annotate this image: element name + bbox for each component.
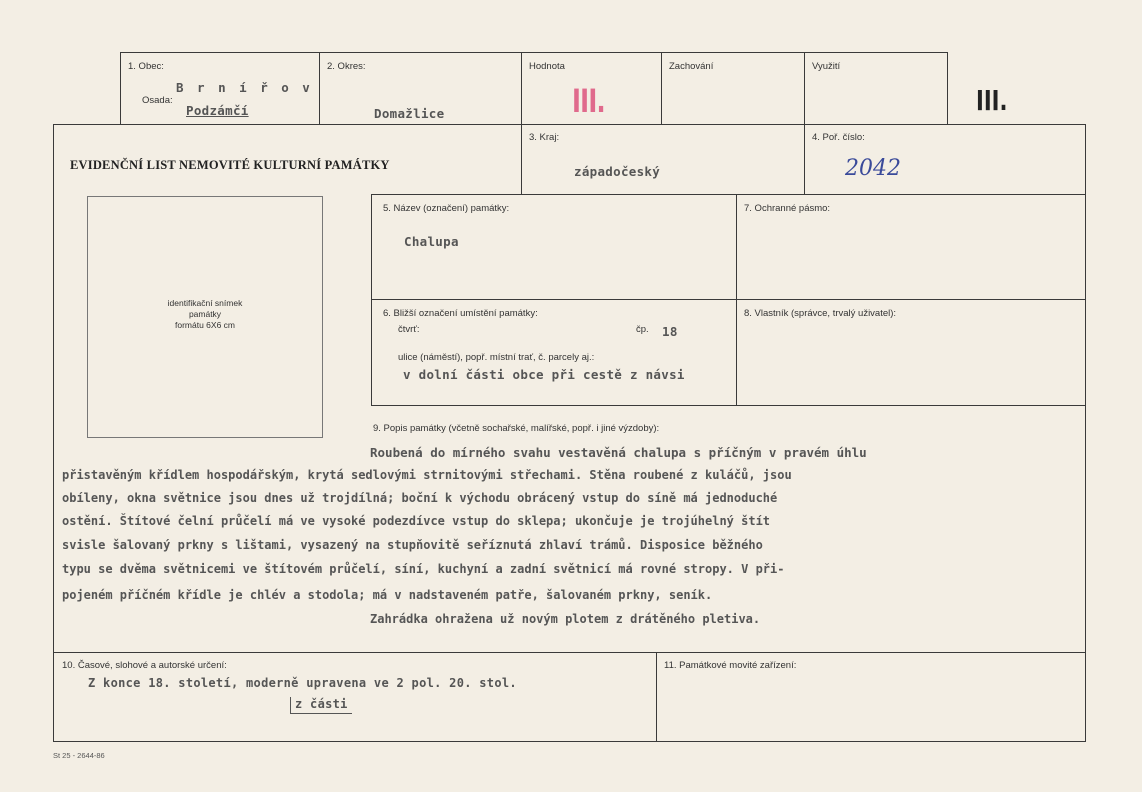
urceni-value-line1: Z konce 18. století, moderně upravena ve 2 pol. 20. stol. (88, 676, 517, 690)
osada-label: Osada: (142, 95, 173, 106)
photo-caption-line2: památky (188, 309, 222, 319)
popis-line: typu se dvěma světnicemi ve štítovém průčelí, síní, kuchyní a zadní světnicí má rovné stropy. V při- (62, 562, 785, 576)
okres-value: Domažlice (374, 106, 445, 121)
por-cislo-value: 2042 (845, 156, 901, 181)
obec-value: B r n í ř o v (176, 80, 313, 95)
popis-label: 9. Popis památky (včetně sochařské, malířské, popř. i jiné výzdoby): (373, 423, 660, 434)
movite-label: 11. Památkové movité zařízení: (664, 660, 797, 671)
nazev-value: Chalupa (404, 234, 459, 249)
divider (521, 52, 522, 125)
divider (371, 405, 1086, 406)
okres-label: 2. Okres: (327, 61, 366, 72)
obec-label: 1. Obec: (128, 61, 164, 72)
divider (804, 124, 805, 195)
zachovani-label: Zachování (669, 61, 714, 72)
divider (53, 652, 1086, 653)
popis-line: Zahrádka ohražena už novým plotem z drátěného pletiva. (370, 612, 761, 626)
divider (661, 52, 662, 125)
divider (319, 52, 320, 125)
vlastnik-label: 8. Vlastník (správce, trvalý uživatel): (744, 308, 897, 319)
ochranne-pasmo-label: 7. Ochranné pásmo: (744, 203, 831, 214)
popis-line: obíleny, okna světnice jsou dnes už trojdílná; boční k východu obrácený vstup do síně má jednoduché (62, 491, 778, 505)
divider (521, 124, 522, 195)
ulice-value: v dolní části obce při cestě z návsi (403, 367, 685, 382)
popis-line: pojeném příčném křídle je chlév a stodola; má v nadstaveném patře, šalovaném prkny, seník. (62, 588, 713, 602)
urceni-value-line2: z části (290, 697, 352, 714)
hodnota-label: Hodnota (529, 61, 565, 72)
divider (371, 299, 1086, 300)
osada-value: Podzámčí (186, 103, 249, 118)
right-value-mark: III. (976, 84, 1008, 117)
kraj-value: západočeský (574, 164, 661, 179)
divider (371, 194, 1086, 195)
ulice-label: ulice (náměstí), popř. místní trať, č. parcely aj.: (398, 352, 595, 363)
nazev-label: 5. Název (označení) památky: (383, 203, 510, 214)
print-code: St 25 - 2644-86 (53, 751, 105, 760)
popis-line: přistavěným křídlem hospodářským, krytá sedlovými strnitovými střechami. Stěna roubené z kuláčů, jsou (62, 468, 792, 482)
popis-line: ostění. Štítové čelní průčelí má ve vysoké podezdívce vstup do sklepa; ukončuje je trojúhelný štít (62, 514, 771, 528)
page-title: EVIDENČNÍ LIST NEMOVITÉ KULTURNÍ PAMÁTKY (70, 158, 390, 172)
divider (736, 194, 737, 406)
photo-caption-line3: formátu 6X6 cm (175, 320, 235, 330)
hodnota-stamp: III. (572, 82, 605, 120)
kraj-label: 3. Kraj: (529, 132, 560, 143)
popis-line: Roubená do mírného svahu vestavěná chalupa s příčným v pravém úhlu (370, 445, 867, 460)
cp-value: 18 (662, 324, 678, 339)
umisteni-label: 6. Bližší označení umístění památky: (383, 308, 538, 319)
divider (804, 52, 805, 125)
divider (656, 652, 657, 742)
ctvrt-label: čtvrť: (398, 324, 420, 335)
divider (371, 194, 372, 406)
cp-label: čp. (636, 324, 649, 335)
por-cislo-label: 4. Poř. číslo: (812, 132, 865, 143)
photo-caption-line1: identifikační snímek (167, 298, 243, 308)
popis-line: svisle šalovaný prkny s lištami, vysazený na stupňovitě seříznutá zhlaví trámů. Disposice běžného (62, 538, 763, 552)
vyuziti-label: Využití (812, 61, 841, 72)
photo-caption (87, 298, 323, 331)
urceni-label: 10. Časové, slohové a autorské určení: (62, 660, 227, 671)
